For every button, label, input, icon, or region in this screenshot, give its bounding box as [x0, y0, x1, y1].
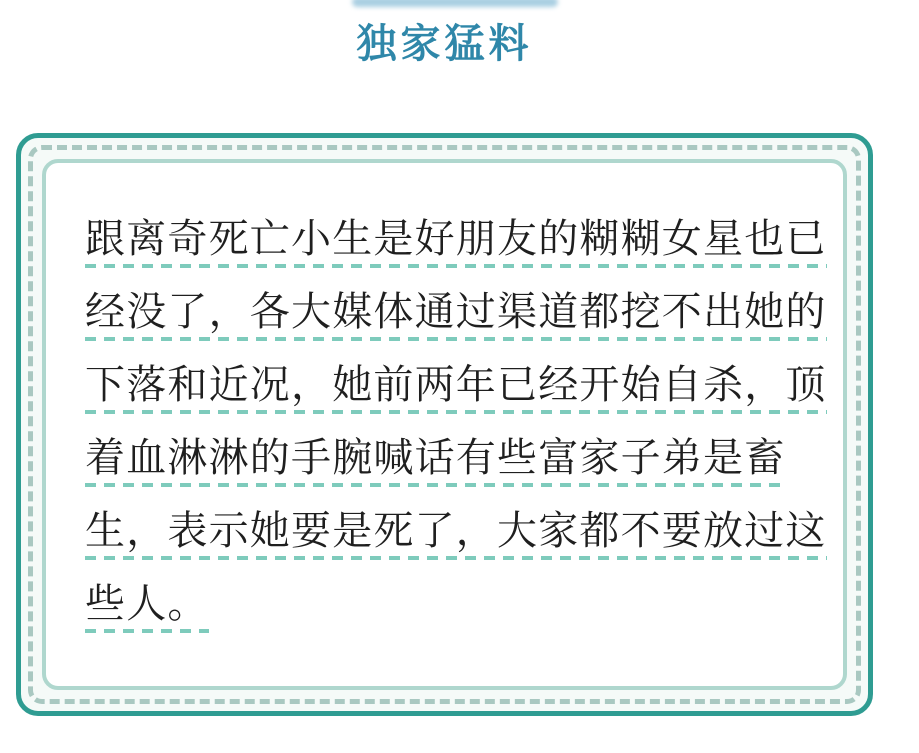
body-text-line	[85, 584, 815, 633]
body-text-line	[85, 438, 815, 487]
top-accent-bar	[352, 0, 558, 7]
body-text-line	[85, 363, 827, 414]
body-text-line-text: 些人。	[85, 584, 209, 633]
body-text-line-text: 生，表示她要是死了，大家都不要放过这	[85, 511, 827, 560]
scoop-card-content	[42, 159, 847, 690]
body-text-line	[85, 290, 827, 341]
body-text-line-text: 经没了，各大媒体通过渠道都挖不出她的	[85, 292, 827, 341]
body-text-line	[85, 217, 827, 268]
page-title: 独家猛料	[356, 22, 533, 66]
body-text-line-text: 跟离奇死亡小生是好朋友的糊糊女星也已	[85, 219, 827, 268]
scoop-card	[16, 133, 873, 716]
body-text-line	[85, 509, 827, 560]
body-text-line-text: 下落和近况，她前两年已经开始自杀，顶	[85, 365, 827, 414]
scoop-card-dashed-frame	[28, 145, 861, 704]
body-text-line-text: 着血淋淋的手腕喊话有些富家子弟是畜	[85, 438, 785, 487]
